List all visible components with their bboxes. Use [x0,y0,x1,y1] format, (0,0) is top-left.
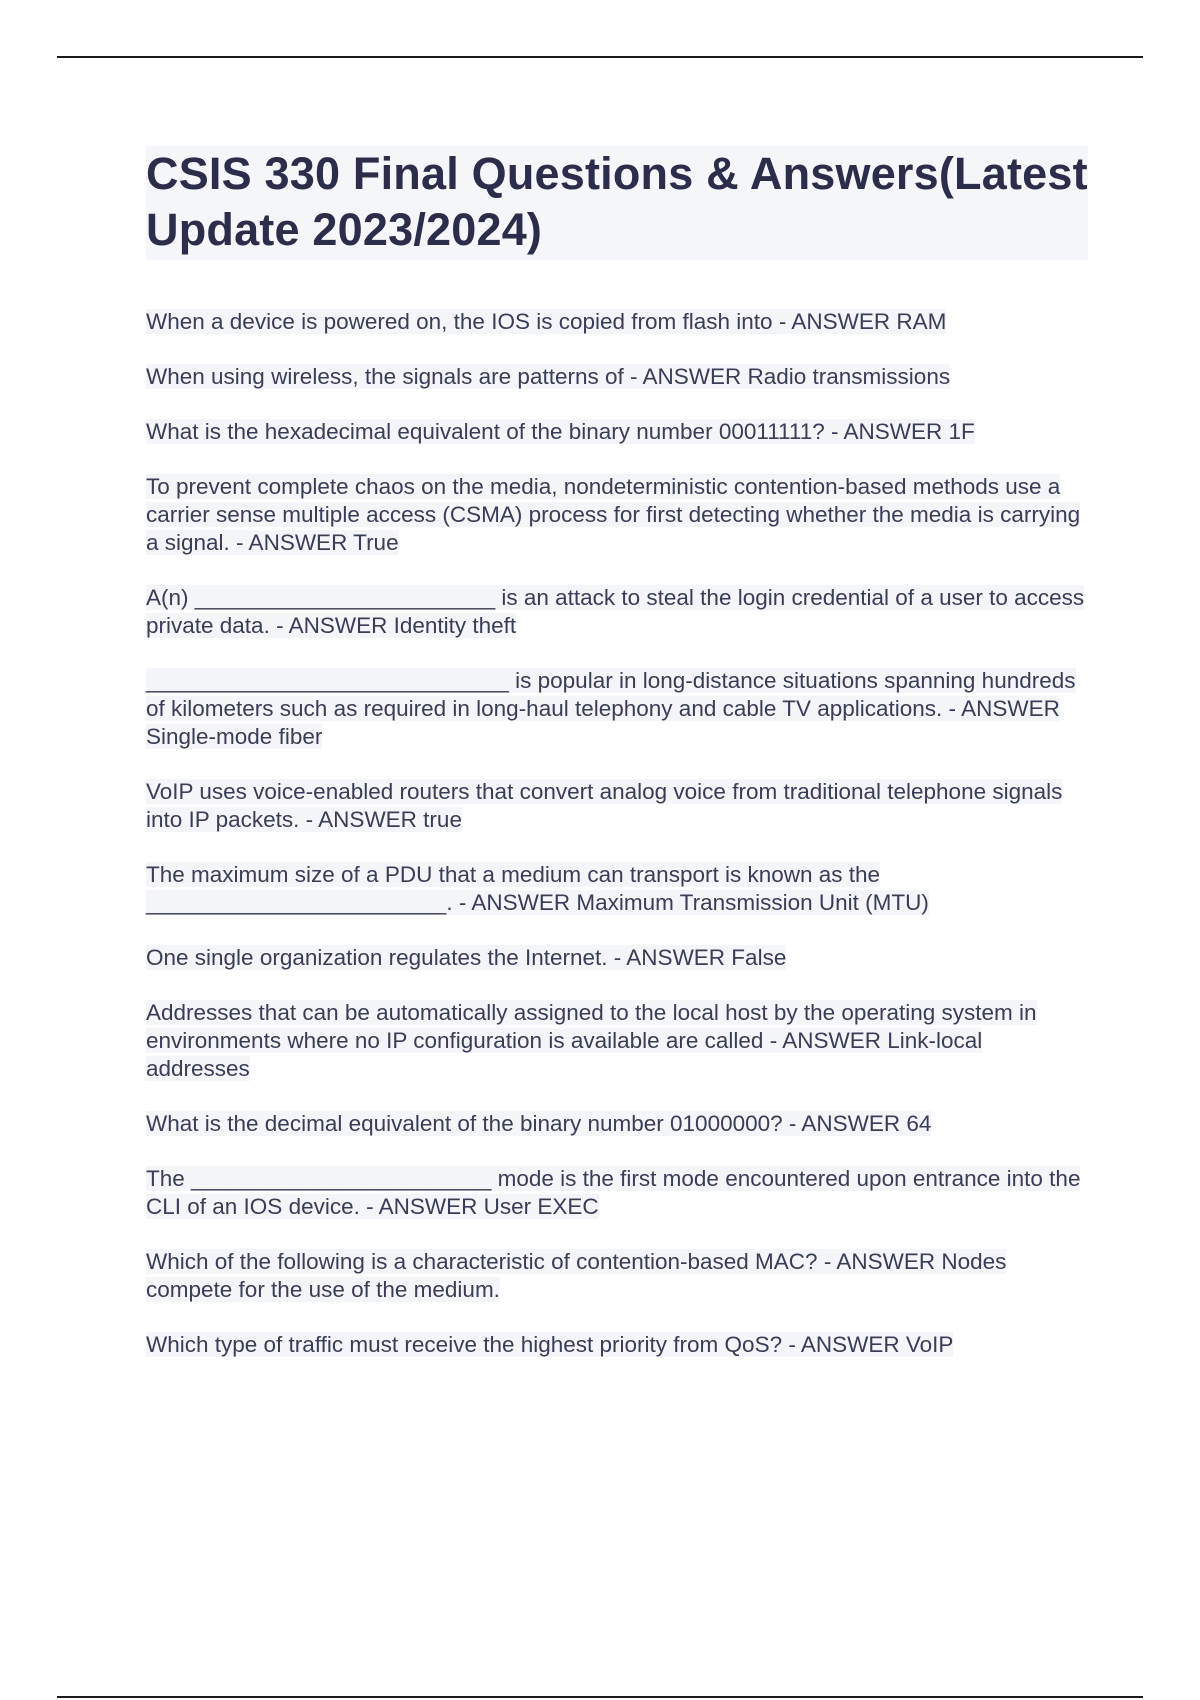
qa-text: What is the decimal equivalent of the binary number 01000000? - ANSWER 64 [146,1111,932,1136]
qa-item [146,1165,1088,1221]
qa-text: What is the hexadecimal equivalent of the binary number 00011111? - ANSWER 1F [146,419,975,444]
qa-item [146,363,1088,391]
qa-text: Which type of traffic must receive the highest priority from QoS? - ANSWER VoIP [146,1332,954,1357]
qa-item [146,473,1088,557]
qa-item [146,999,1088,1083]
qa-text: Which of the following is a characteristic of contention-based MAC? - ANSWER Nodes compete for the use of the medium. [146,1249,1007,1302]
qa-item [146,778,1088,834]
document-body [146,146,1088,1386]
title-block [146,146,1088,260]
qa-item [146,1110,1088,1138]
qa-text: To prevent complete chaos on the media, nondeterministic contention-based methods use a carrier sense multiple access (CSMA) process for first detecting whether the media is carrying a signal. - ANSWER True [146,474,1081,555]
qa-text: One single organization regulates the Internet. - ANSWER False [146,945,787,970]
qa-text: The ________________________ mode is the first mode encountered upon entrance into the CLI of an IOS device. - ANSWER User EXEC [146,1166,1081,1219]
qa-item [146,1248,1088,1304]
qa-item [146,308,1088,336]
qa-item [146,1331,1088,1359]
bottom-divider [57,1696,1143,1698]
qa-list [146,308,1088,1359]
qa-item [146,667,1088,751]
qa-text: A(n) ________________________ is an attack to steal the login credential of a user to access private data. - ANSWER Identity theft [146,585,1085,638]
qa-text: VoIP uses voice-enabled routers that convert analog voice from traditional telephone signals into IP packets. - ANSWER true [146,779,1063,832]
qa-item [146,861,1088,917]
qa-text: The maximum size of a PDU that a medium can transport is known as the ________________________. - ANSWER Maximum Transmission Unit (MTU) [146,862,929,915]
qa-text: When a device is powered on, the IOS is copied from flash into - ANSWER RAM [146,309,947,334]
qa-text: Addresses that can be automatically assigned to the local host by the operating system in environments where no IP configuration is available are called - ANSWER Link-local addresses [146,1000,1037,1081]
qa-text: When using wireless, the signals are patterns of - ANSWER Radio transmissions [146,364,951,389]
document-title: CSIS 330 Final Questions & Answers(Latest Update 2023/2024) [146,148,1088,255]
top-divider [57,56,1143,58]
qa-item [146,418,1088,446]
qa-text: _____________________________ is popular in long-distance situations spanning hundreds of kilometers such as required in long-haul telephony and cable TV applications. - ANSWER Single-mode fiber [146,668,1076,749]
qa-item [146,944,1088,972]
qa-item [146,584,1088,640]
